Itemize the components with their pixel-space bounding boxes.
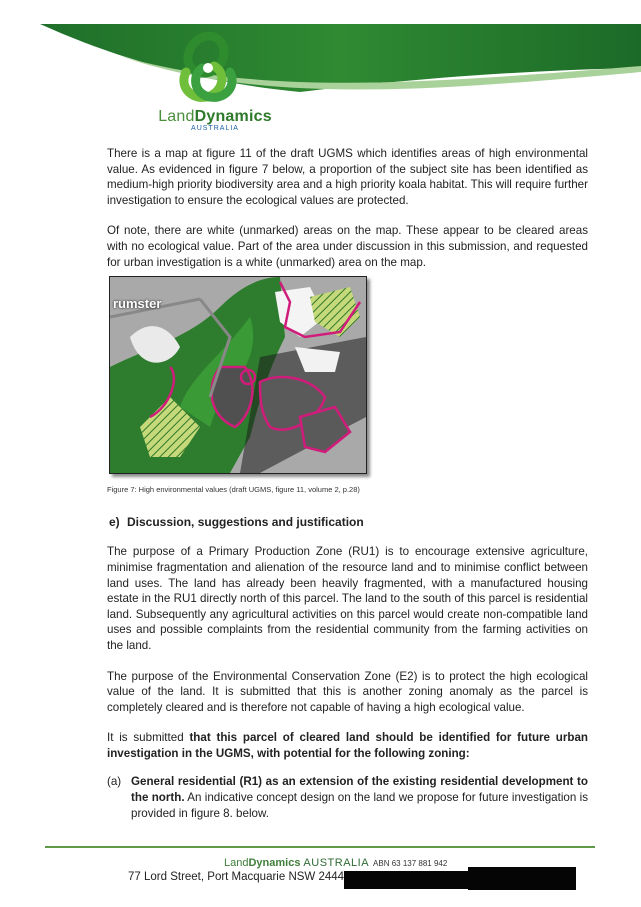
footer-brand-dynamics: Dynamics	[248, 857, 301, 869]
paragraph-5	[107, 730, 588, 761]
document-body	[107, 146, 588, 821]
redaction-box	[344, 871, 468, 889]
redaction-box	[468, 867, 576, 890]
footer-brand-land: Land	[224, 857, 249, 869]
paragraph-5-bold: that this parcel of cleared land should be identified for future urban investigation in the UGMS, with potential for the following zoning:	[107, 731, 588, 760]
footer-brand	[224, 857, 447, 869]
map-label: rumster	[113, 296, 162, 312]
section-heading	[109, 515, 588, 531]
list-bold: General residential (R1) as an extension of the existing residential development to the north.	[131, 775, 588, 805]
paragraph-3: The purpose of a Primary Production Zone (RU1) is to encourage extensive agriculture, minimise fragmentation and alienation of the resource land and to minimise conflict between land uses. The land has already been heavily fragmented, with a manufactured housing estate in the RU1 directly north of this parcel. The land to the south of this parcel is residential land. Subsequently any agricultural activities on this parcel would create non-compatible land uses and possible complaints from the residential community from the farming activities on the land.	[107, 545, 588, 652]
paragraph-4: The purpose of the Environmental Conservation Zone (E2) is to protect the high ecological value of the land. It is submitted that this is another zoning anomaly as the parcel is completely cleared and is therefore not capable of having a high ecological value.	[107, 669, 588, 714]
list-item	[107, 774, 588, 821]
brand-dynamics: Dynamics	[194, 108, 272, 125]
paragraph-5-start: It is submitted	[107, 731, 190, 745]
footer-divider	[45, 846, 595, 848]
heading-letter: e)	[109, 514, 120, 529]
footer-abn: ABN 63 137 881 942	[373, 859, 448, 868]
list-body	[131, 774, 588, 821]
list-text: An indicative concept design on the land we propose for future investigation is provided in figure 8. below.	[131, 791, 589, 820]
paragraph-1: There is a map at figure 11 of the draft UGMS which identifies areas of high environmental value. As evidenced in figure 7 below, a proportion of the subject site has been identified as medium-high priority biodiversity area and a high priority koala habitat. This will require further investigation to ensure the ecological values are protected.	[107, 147, 588, 207]
paragraph-2: Of note, there are white (unmarked) areas on the map. These appear to be cleared areas with no ecological value. Part of the area under discussion in this submission, and requested for urban investigation is a white (unmarked) area on the map.	[107, 224, 588, 269]
header-wave	[0, 0, 641, 110]
list-marker: (a)	[107, 775, 122, 789]
landdynamics-logo-icon	[168, 26, 248, 106]
brand-land: Land	[158, 108, 195, 125]
brand-wordmark	[150, 108, 280, 132]
footer-address: 77 Lord Street, Port Macquarie NSW 2444	[128, 871, 345, 883]
brand-sub: AUSTRALIA	[191, 125, 239, 132]
footer-brand-australia: AUSTRALIA	[300, 857, 370, 869]
heading-text: Discussion, suggestions and justification	[127, 514, 364, 529]
figure-caption: Figure 7: High environmental values (draft UGMS, figure 11, volume 2, p.28)	[107, 485, 360, 495]
environmental-values-map	[109, 276, 367, 474]
